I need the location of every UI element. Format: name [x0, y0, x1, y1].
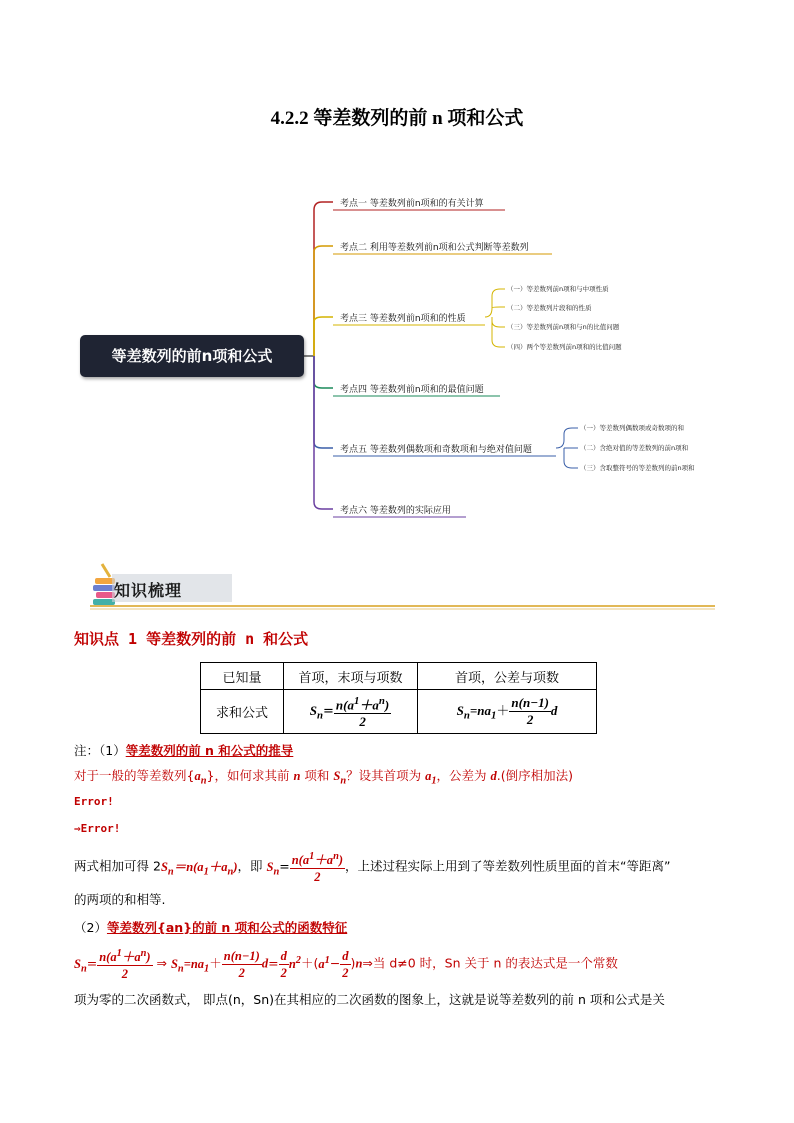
- note-prefix: 注：（1）: [74, 743, 126, 758]
- mindmap-sub-5-3: （三）含取整符号的等差数列的前n项和: [580, 464, 695, 472]
- knowledge-point-title: 知识点 1 等差数列的前 n 和公式: [74, 630, 309, 648]
- mindmap-sub-3-3: （三）等差数列前n项和与n的比值问题: [507, 323, 620, 331]
- formula-table: [200, 662, 597, 734]
- formula-cell-1: $S_n=$ $\frac{n(a^1+a^n)}{2}$: [284, 690, 418, 734]
- note-2-line: （2）等差数列{an}的前 n 项和公式的函数特征: [74, 920, 348, 935]
- function-feature-line: $S_n=$ $\frac{n(a^1+a^n)}{2}$ ⇒ $S_n=na_1+$ $\frac{n(n-1)}{2}$ d= $\frac{d}{2}$ $n^2+(a^1-$ $\frac{d}{2}$ )n⇒当 d≠0 时，Sn 关于 n 的表达式是一个常数: [74, 948, 618, 982]
- function-feature-conclusion: 项为零的二次函数式， 即点(n，Sn)在其相应的二次函数的图象上，这就是说等差数列的前 n 项和公式是关: [74, 992, 665, 1007]
- banner-label: 知识梳理: [114, 581, 183, 600]
- mindmap-connectors: [0, 0, 794, 540]
- note-1-line: [74, 741, 293, 759]
- note-1-title: 等差数列的前 n 和公式的推导: [125, 743, 294, 758]
- table-cell: 已知量: [201, 663, 284, 690]
- mindmap-sub-3-1: （一）等差数列前n项和与中项性质: [507, 285, 609, 293]
- error-line-1: Error!: [74, 795, 114, 808]
- mindmap-sub-5-1: （一）等差数列偶数项或奇数项的和: [580, 424, 684, 432]
- mindmap-branch-1: 考点一 等差数列前n项和的有关计算: [340, 199, 484, 209]
- mindmap-sub-3-4: （四）两个等差数列前n项和的比值问题: [507, 343, 622, 351]
- table-cell: 首项，末项与项数: [284, 663, 418, 690]
- section-banner: [90, 560, 720, 612]
- table-cell: 首项，公差与项数: [418, 663, 597, 690]
- mindmap-branch-3: 考点三 等差数列前n项和的性质: [340, 314, 466, 324]
- note-2-title: 等差数列{an}的前 n 项和公式的函数特征: [106, 920, 348, 935]
- mindmap-sub-5-2: （二）含绝对值的等差数列的前n项和: [580, 444, 689, 452]
- formula-cell-2: $S_n=na_1+$ $\frac{n(n-1)}{2}$ d: [418, 690, 597, 734]
- derivation-intro: 对于一般的等差数列$\{a_n\}$，如何求其前 n 项和 $S_n$？设其首项为 $a_1$，公差为 d.(倒序相加法): [74, 768, 574, 787]
- error-line-2: ⇒Error!: [74, 822, 121, 835]
- mindmap-branch-4: 考点四 等差数列前n项和的最值问题: [340, 385, 484, 395]
- book-stack-icon: [90, 560, 720, 612]
- mindmap: [0, 0, 794, 540]
- mindmap-branch-6: 考点六 等差数列的实际应用: [340, 506, 451, 516]
- derivation-conclusion: 的两项的和相等.: [74, 892, 166, 907]
- table-row: [201, 690, 597, 734]
- mindmap-sub-3-2: （二）等差数列片段和的性质: [507, 304, 592, 312]
- table-row: [201, 663, 597, 690]
- mindmap-branch-5: 考点五 等差数列偶数项和奇数项和与绝对值问题: [340, 445, 532, 455]
- derivation-sum-line: 两式相加可得 $2S_n=n(a_1+a_n)$，即 $S_n=$ $\frac{n(a^1+a^n)}{2}$ ，上述过程实际上用到了等差数列性质里面的首末“等距离”: [74, 851, 671, 885]
- mindmap-root: 等差数列的前n项和公式: [80, 335, 304, 377]
- table-cell: 求和公式: [201, 690, 284, 734]
- mindmap-branch-2: 考点二 利用等差数列前n项和公式判断等差数列: [340, 243, 529, 253]
- page-title: 4.2.2 等差数列的前 n 项和公式: [270, 108, 524, 129]
